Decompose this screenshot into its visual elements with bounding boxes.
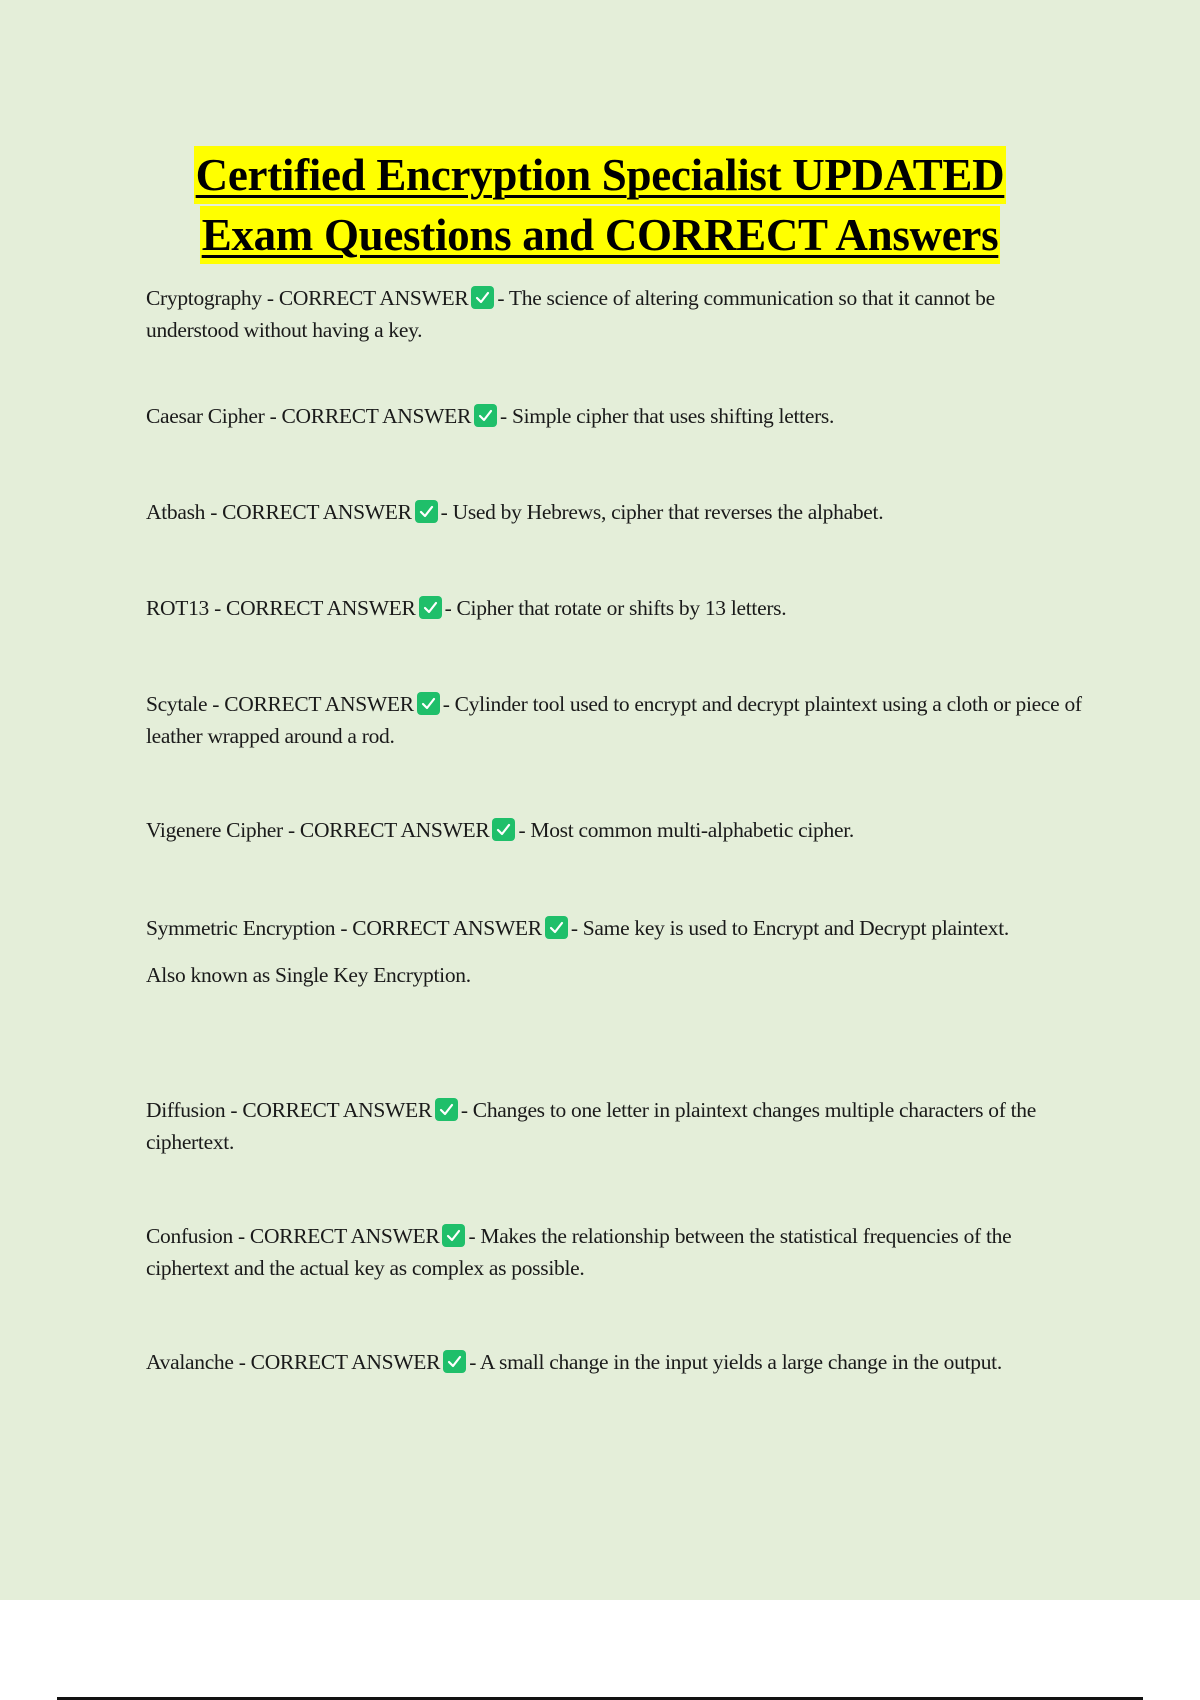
check-mark-icon xyxy=(417,692,440,715)
qa-entry-text xyxy=(146,496,1086,528)
term: Scytale xyxy=(146,692,208,716)
definition: - Most common multi-alphabetic cipher. xyxy=(518,818,854,842)
qa-entry xyxy=(146,688,1086,752)
title-line-1: Certified Encryption Specialist UPDATED xyxy=(194,146,1007,204)
correct-answer-label: - CORRECT ANSWER xyxy=(340,916,542,940)
qa-entry-text xyxy=(146,1220,1086,1284)
check-mark-icon xyxy=(442,1224,465,1247)
term: Cryptography xyxy=(146,286,262,310)
qa-entry xyxy=(146,1094,1086,1158)
term: Diffusion xyxy=(146,1098,226,1122)
check-mark-icon xyxy=(492,818,515,841)
check-mark-icon xyxy=(443,1350,466,1373)
term: Avalanche xyxy=(146,1350,234,1374)
qa-entry-text xyxy=(146,1094,1086,1158)
correct-answer-label: - CORRECT ANSWER xyxy=(238,1350,441,1374)
qa-entry-text xyxy=(146,1346,1086,1378)
term: Atbash xyxy=(146,500,206,524)
check-mark-icon xyxy=(471,286,494,309)
qa-entry xyxy=(146,814,1086,846)
qa-entry-text xyxy=(146,400,1086,432)
check-mark-icon xyxy=(435,1098,458,1121)
qa-entry-text xyxy=(146,814,1086,846)
term: Vigenere Cipher xyxy=(146,818,283,842)
qa-entry xyxy=(146,496,1086,528)
qa-entry xyxy=(146,282,1086,346)
qa-entry-text xyxy=(146,912,1086,944)
definition: - Used by Hebrews, cipher that reverses the alphabet. xyxy=(440,500,884,524)
title-line-2: Exam Questions and CORRECT Answers xyxy=(200,206,1001,264)
definition-extra: Also known as Single Key Encryption. xyxy=(146,963,471,987)
document-title xyxy=(0,146,1200,264)
correct-answer-label: - CORRECT ANSWER xyxy=(287,818,490,842)
qa-entry-text xyxy=(146,592,1086,624)
correct-answer-label: - CORRECT ANSWER xyxy=(269,404,472,428)
term: Confusion xyxy=(146,1224,233,1248)
definition: - Changes to one letter in plaintext changes multiple characters of the ciphertext. xyxy=(146,1098,1036,1154)
correct-answer-label: - CORRECT ANSWER xyxy=(212,692,414,716)
definition: - A small change in the input yields a large change in the output. xyxy=(469,1350,1002,1374)
qa-entry xyxy=(146,400,1086,432)
qa-entry xyxy=(146,912,1086,991)
correct-answer-label: - CORRECT ANSWER xyxy=(210,500,412,524)
correct-answer-label: - CORRECT ANSWER xyxy=(214,596,416,620)
check-mark-icon xyxy=(545,916,568,939)
check-mark-icon xyxy=(474,404,497,427)
correct-answer-label: - CORRECT ANSWER xyxy=(230,1098,432,1122)
term: ROT13 xyxy=(146,596,210,620)
term: Caesar Cipher xyxy=(146,404,265,428)
definition: - Same key is used to Encrypt and Decrypt plaintext. xyxy=(570,916,1009,940)
correct-answer-label: - CORRECT ANSWER xyxy=(237,1224,440,1248)
definition: - Cylinder tool used to encrypt and decrypt plaintext using a cloth or piece of leather wrapped around a rod. xyxy=(146,692,1082,748)
correct-answer-label: - CORRECT ANSWER xyxy=(266,286,469,310)
check-mark-icon xyxy=(419,596,442,619)
definition: - The science of altering communication so that it cannot be understood without having a key. xyxy=(146,286,995,342)
qa-entry xyxy=(146,592,1086,624)
qa-entry xyxy=(146,1220,1086,1284)
definition: - Simple cipher that uses shifting letters. xyxy=(500,404,835,428)
check-mark-icon xyxy=(415,500,438,523)
qa-entry-text xyxy=(146,282,1086,346)
definition: - Cipher that rotate or shifts by 13 letters. xyxy=(444,596,787,620)
term: Symmetric Encryption xyxy=(146,916,336,940)
definition: - Makes the relationship between the statistical frequencies of the ciphertext and the actual key as complex as possible. xyxy=(146,1224,1012,1280)
qa-entry-text xyxy=(146,688,1086,752)
qa-entry xyxy=(146,1346,1086,1378)
